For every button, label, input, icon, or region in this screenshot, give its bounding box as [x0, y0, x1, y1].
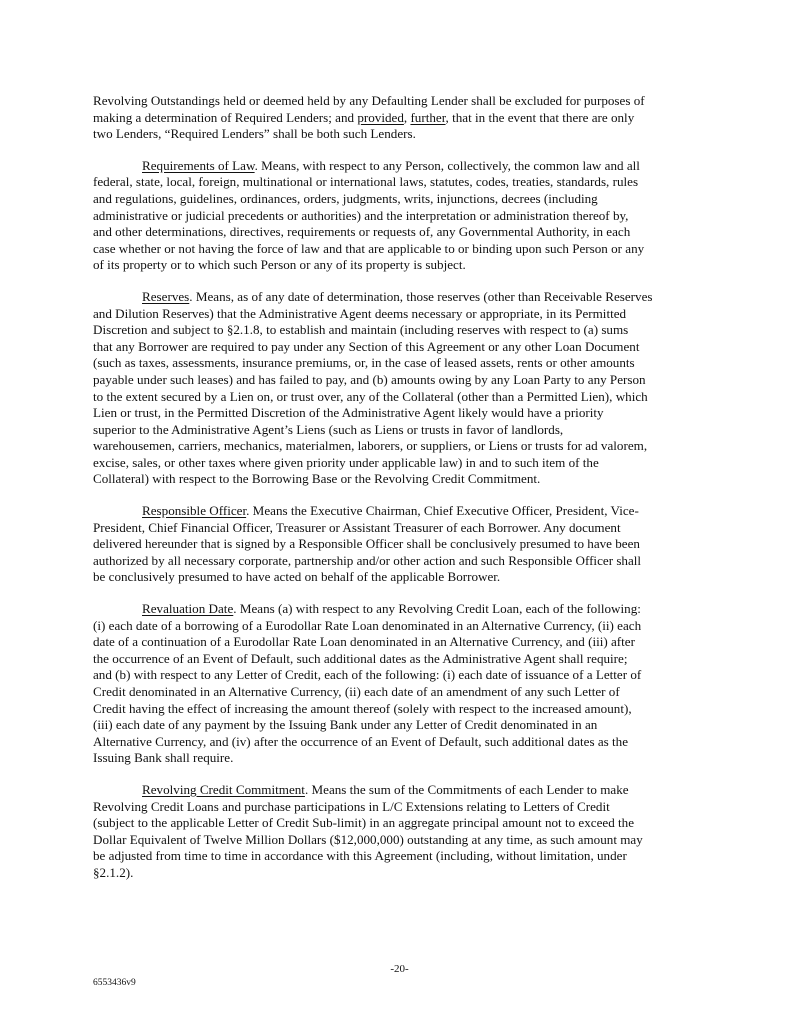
text-line: date of a continuation of a Eurodollar Rate Loan denominated in an Alternative Currency, and (iii) after [93, 634, 635, 650]
text-line: President, Chief Financial Officer, Treasurer or Assistant Treasurer of each Borrower. Any document [93, 519, 621, 535]
text-span: . Means (a) with respect to any Revolving Credit Loan, each of the following: [233, 601, 641, 617]
text-line: be adjusted from time to time in accordance with this Agreement (including, without limitation, under [93, 848, 627, 864]
text-line: and Dilution Reserves) that the Administrative Agent deems necessary or appropriate, in its Permitted [93, 305, 627, 321]
text-line: and other determinations, directives, requirements or requests of, any Governmental Authority, in each [93, 224, 631, 240]
text-line: of its property or to which such Person or any of its property is subject. [93, 257, 466, 273]
definition-revolving-credit-commitment [93, 782, 715, 882]
continuation-paragraph [93, 93, 715, 143]
text-span: making a determination of Required Lenders; and [93, 109, 358, 125]
text-line: case whether or not having the force of law and that are applicable to or binding upon such Person or any [93, 240, 645, 256]
text-line: Revolving Credit Loans and purchase participations in L/C Extensions relating to Letters of Credit [93, 798, 610, 814]
further-term: further [410, 109, 446, 125]
document-id: 6553436v9 [93, 978, 136, 988]
text-line: (iii) each date of any payment by the Issuing Bank under any Letter of Credit denominated in an [93, 717, 598, 733]
text-span: . Means the Executive Chairman, Chief Executive Officer, President, Vice- [246, 503, 639, 519]
defined-term: Revaluation Date [142, 601, 234, 617]
text-line: Discretion and subject to §2.1.8, to establish and maintain (including reserves with respect to (a) sums [93, 322, 629, 338]
text-line: administrative or judicial precedents or authorities) and the interpretation or administration thereof by, [93, 207, 629, 223]
definition-responsible-officer [93, 503, 715, 586]
text-line: and regulations, guidelines, ordinances, orders, judgments, writs, injunctions, decrees (including [93, 190, 598, 206]
text-line [93, 158, 715, 175]
text-line: delivered hereunder that is signed by a Responsible Officer shall be conclusively presumed to have been [93, 536, 640, 552]
text-line: warehousemen, carriers, mechanics, materialmen, laborers, or suppliers, or Liens or trusts for ad valorem, [93, 438, 648, 454]
text-line [93, 601, 715, 618]
text-line: Alternative Currency, and (iv) after the occurrence of an Event of Default, such additional dates as the [93, 733, 629, 749]
text-span: , [403, 109, 411, 125]
text-line [93, 503, 715, 520]
definition-revaluation-date [93, 601, 715, 767]
text-line: authorized by all necessary corporate, partnership and/or other action and such Responsible Officer shall [93, 552, 642, 568]
text-line: Credit denominated in an Alternative Currency, (ii) each date of an amendment of any such Letter of [93, 684, 620, 699]
text-line: excise, sales, or other taxes where given priority under applicable law) in and to such item of the [93, 454, 599, 470]
text-line [93, 289, 715, 306]
text-line: (such as taxes, assessments, insurance premiums, or, in the case of leased assets, rents or other amounts [93, 355, 635, 371]
defined-term: Responsible Officer [142, 503, 247, 519]
text-line: federal, state, local, foreign, multinational or international laws, statutes, codes, treaties, standards, rules [93, 174, 639, 190]
text-span: . Means, with respect to any Person, collectively, the common law and all [254, 157, 640, 173]
text-line: two Lenders, “Required Lenders” shall be both such Lenders. [93, 126, 416, 142]
text-line: Credit having the effect of increasing the amount thereof (solely with respect to the increased amount), [93, 700, 632, 716]
text-line: Lien or trust, in the Permitted Discretion of the Administrative Agent likely would have a priority [93, 405, 604, 421]
text-line: the occurrence of an Event of Default, such additional dates as the Administrative Agent shall require; [93, 650, 628, 666]
text-span: . Means the sum of the Commitments of each Lender to make [304, 781, 629, 797]
text-line: Dollar Equivalent of Twelve Million Dollars ($12,000,000) outstanding at any time, as such amount may [93, 831, 643, 847]
text-span: . Means, as of any date of determination, those reserves (other than Receivable Reserves [189, 288, 653, 304]
text-line: to the extent secured by a Lien on, or trust over, any of the Collateral (other than a Permitted Lien), which [93, 388, 648, 404]
text-line: §2.1.2). [93, 864, 134, 880]
text-line: Collateral) with respect to the Borrowing Base or the Revolving Credit Commitment. [93, 471, 541, 487]
page-body [93, 93, 715, 897]
definition-reserves [93, 289, 715, 488]
text-line: superior to the Administrative Agent’s Liens (such as Liens or trusts in favor of landlords, [93, 421, 564, 437]
text-span: , that in the event that there are only [445, 109, 635, 125]
provided-term: provided [357, 109, 404, 125]
text-line: be conclusively presumed to have acted on behalf of the applicable Borrower. [93, 569, 501, 585]
text-line: (subject to the applicable Letter of Credit Sub-limit) in an aggregate principal amount not to exceed the [93, 815, 635, 831]
definition-requirements-of-law [93, 158, 715, 274]
defined-term: Requirements of Law [142, 157, 255, 173]
defined-term: Revolving Credit Commitment [142, 781, 305, 797]
text-line [93, 782, 715, 799]
text-line: Revolving Outstandings held or deemed held by any Defaulting Lender shall be excluded for purposes of [93, 93, 645, 108]
defined-term: Reserves [142, 288, 190, 304]
text-line: payable under such leases) and has failed to pay, and (b) amounts owing by any Loan Party to any Person [93, 371, 646, 387]
text-line: (i) each date of a borrowing of a Eurodollar Rate Loan denominated in an Alternative Currency, (ii) each [93, 617, 642, 633]
text-line: that any Borrower are required to pay under any Section of this Agreement or any other Loan Document [93, 338, 640, 354]
text-line: and (b) with respect to any Letter of Credit, each of the following: (i) each date of issuance of a Letter of [93, 667, 642, 683]
page-number: -20- [390, 963, 409, 975]
text-line [93, 110, 715, 127]
text-line: Issuing Bank shall require. [93, 750, 234, 766]
